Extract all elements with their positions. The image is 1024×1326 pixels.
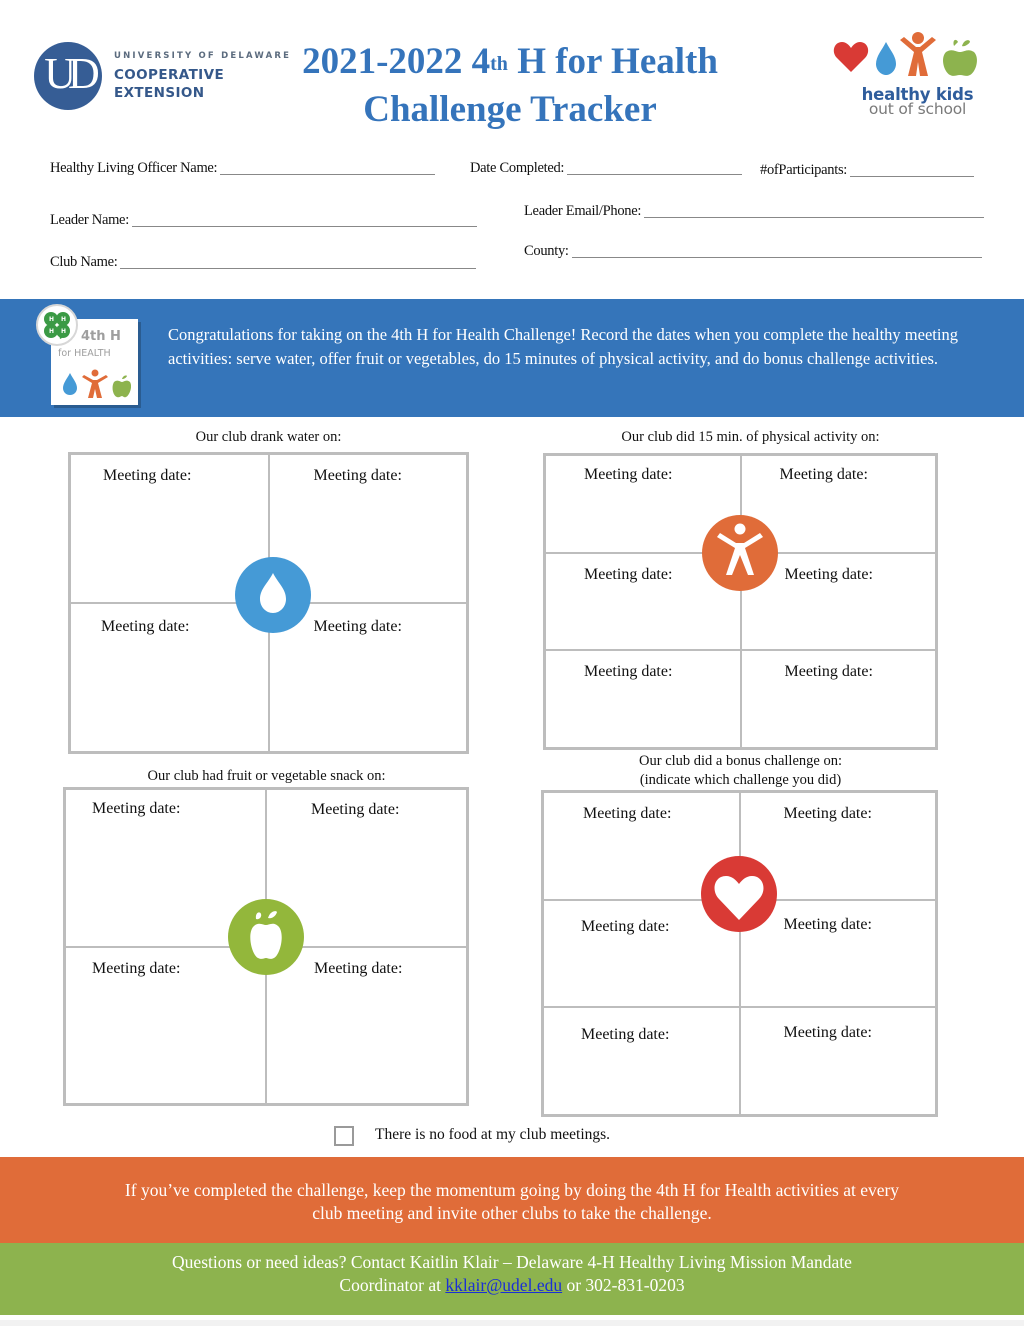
- club-name-input[interactable]: [120, 255, 476, 269]
- healthy-kids-line2: out of school: [868, 100, 967, 118]
- activity-caption: Our club did 15 min. of physical activity on:: [621, 429, 880, 445]
- person-icon: [82, 370, 108, 399]
- participants-label: #ofParticipants:: [760, 162, 848, 178]
- leader-email-label: Leader Email/Phone:: [524, 203, 642, 219]
- officer-name-input[interactable]: [220, 161, 435, 175]
- momentum-line1: If you’ve completed the challenge, keep the momentum going by doing the 4th H for Health activities at every: [124, 1180, 900, 1200]
- fruit-caption: Our club had fruit or vegetable snack on:: [147, 768, 386, 784]
- intro-banner: [0, 299, 1024, 417]
- momentum-line2: club meeting and invite other clubs to take the challenge.: [312, 1203, 712, 1223]
- person-icon: [900, 32, 936, 76]
- apple-icon: [113, 375, 131, 397]
- meeting-date-label: Meeting date:: [313, 467, 402, 484]
- no-food-label: There is no food at my club meetings.: [375, 1126, 611, 1143]
- svg-text:H: H: [49, 328, 55, 335]
- leader-email-field[interactable]: [524, 203, 984, 220]
- meeting-date-label: Meeting date:: [779, 466, 868, 483]
- bonus-cell[interactable]: [740, 1007, 937, 1115]
- four-h-clover-icon: [36, 304, 78, 346]
- water-caption: Our club drank water on:: [195, 429, 342, 445]
- officer-name-label: Healthy Living Officer Name:: [50, 160, 218, 176]
- leader-email-input[interactable]: [644, 204, 984, 218]
- meeting-date-label: Meeting date:: [92, 800, 181, 817]
- meeting-date-label: Meeting date:: [783, 1024, 872, 1042]
- meeting-date-label: Meeting date:: [584, 663, 673, 681]
- participants-input[interactable]: [850, 163, 974, 177]
- meeting-date-label: Meeting date:: [584, 466, 673, 483]
- county-label: County:: [524, 243, 569, 259]
- no-food-checkbox[interactable]: [334, 1126, 354, 1146]
- meeting-date-label: Meeting date:: [581, 917, 670, 935]
- apple-icon: [943, 40, 977, 76]
- heart-icon: [834, 42, 868, 72]
- water-drop-icon: [235, 557, 311, 633]
- leader-name-input[interactable]: [132, 213, 477, 227]
- leader-name-field[interactable]: [50, 212, 477, 229]
- contact-email-link[interactable]: kklair@udel.edu: [445, 1275, 563, 1295]
- meeting-date-label: Meeting date:: [581, 1026, 670, 1044]
- person-shape: [702, 515, 778, 591]
- meeting-date-label: Meeting date:: [784, 663, 873, 681]
- meeting-date-label: Meeting date:: [783, 805, 872, 822]
- bonus-cell[interactable]: [543, 1007, 740, 1115]
- club-name-field[interactable]: [50, 254, 476, 271]
- activity-tracker-grid: [543, 453, 938, 750]
- meeting-date-label: Meeting date:: [784, 565, 873, 583]
- contact-line2: [0, 1274, 1024, 1297]
- officer-name-field[interactable]: [50, 160, 435, 177]
- page-title: [270, 38, 750, 134]
- meeting-date-label: Meeting date:: [101, 618, 190, 635]
- contact-prefix: Coordinator at: [339, 1275, 446, 1295]
- title-line1: [270, 38, 750, 86]
- meeting-date-label: Meeting date:: [314, 959, 403, 977]
- contact-line1: Questions or need ideas? Contact Kaitlin Klair – Delaware 4-H Healthy Living Mission Mandate: [172, 1252, 852, 1272]
- momentum-banner: [0, 1157, 1024, 1243]
- svg-text:H: H: [61, 316, 67, 323]
- ud-logo-line1: UNIVERSITY OF DELAWARE: [114, 51, 292, 61]
- fourth-h-logo-line1: 4th H: [81, 329, 121, 344]
- title-suffix: H for Health: [507, 41, 718, 82]
- university-of-delaware-logo: [30, 38, 292, 110]
- meeting-date-label: Meeting date:: [92, 959, 181, 977]
- ud-seal-icon: [34, 42, 102, 110]
- svg-text:H: H: [61, 328, 67, 335]
- water-drop-icon: [63, 373, 77, 395]
- person-icon: [702, 515, 778, 591]
- fourth-h-logo-icons: [61, 369, 131, 399]
- leader-name-label: Leader Name:: [50, 212, 129, 228]
- meeting-date-label: Meeting date:: [311, 801, 400, 818]
- ud-logo-line2: COOPERATIVE: [114, 67, 225, 83]
- meeting-date-label: Meeting date:: [584, 565, 673, 583]
- title-line2: Challenge Tracker: [363, 89, 657, 130]
- bonus-caption-line1: Our club did a bonus challenge on:: [639, 753, 842, 769]
- heart-shape: [701, 856, 777, 932]
- healthy-kids-logo: [830, 28, 990, 123]
- activity-cell[interactable]: [741, 650, 937, 748]
- apple-shape: [228, 899, 304, 975]
- club-name-label: Club Name:: [50, 254, 118, 270]
- meeting-date-label: Meeting date:: [313, 618, 402, 635]
- title-superscript: th: [490, 53, 508, 75]
- heart-icon: [701, 856, 777, 932]
- meeting-date-label: Meeting date:: [783, 915, 872, 933]
- contact-phone: or 302-831-0203: [562, 1275, 685, 1295]
- date-completed-input[interactable]: [567, 161, 742, 175]
- apple-icon: [228, 899, 304, 975]
- ud-logo-line3: EXTENSION: [114, 85, 205, 101]
- date-completed-label: Date Completed:: [470, 160, 565, 176]
- bonus-caption: [543, 752, 938, 788]
- four-h-clover-shape: [38, 306, 76, 344]
- page-bottom-edge: [0, 1320, 1024, 1326]
- water-drop-icon: [876, 42, 896, 75]
- county-input[interactable]: [572, 244, 982, 258]
- water-drop-shape: [235, 557, 311, 633]
- meeting-date-label: Meeting date:: [583, 805, 672, 822]
- contact-banner: [0, 1243, 1024, 1315]
- healthy-kids-icons: [830, 28, 1005, 86]
- bonus-tracker-grid: [541, 790, 938, 1117]
- activity-cell[interactable]: [545, 650, 741, 748]
- fourth-h-logo-line2: for HEALTH: [58, 348, 111, 359]
- participants-field[interactable]: [760, 162, 974, 179]
- healthy-kids-line1: healthy kids: [861, 85, 974, 104]
- title-prefix: 2021-2022 4: [302, 41, 491, 82]
- ud-monogram: UD: [44, 49, 92, 98]
- date-completed-field[interactable]: [470, 160, 742, 177]
- intro-text: Congratulations for taking on the 4th H for Health Challenge! Record the dates when you complete the healthy meeting activities: serve water, offer fruit or vegetables, do 15 minutes of physical activity, and do bonus challenge activities.: [168, 325, 958, 368]
- meeting-date-label: Meeting date:: [103, 467, 192, 484]
- svg-text:H: H: [49, 316, 55, 323]
- county-field[interactable]: [524, 243, 982, 260]
- bonus-caption-line2: (indicate which challenge you did): [639, 772, 842, 788]
